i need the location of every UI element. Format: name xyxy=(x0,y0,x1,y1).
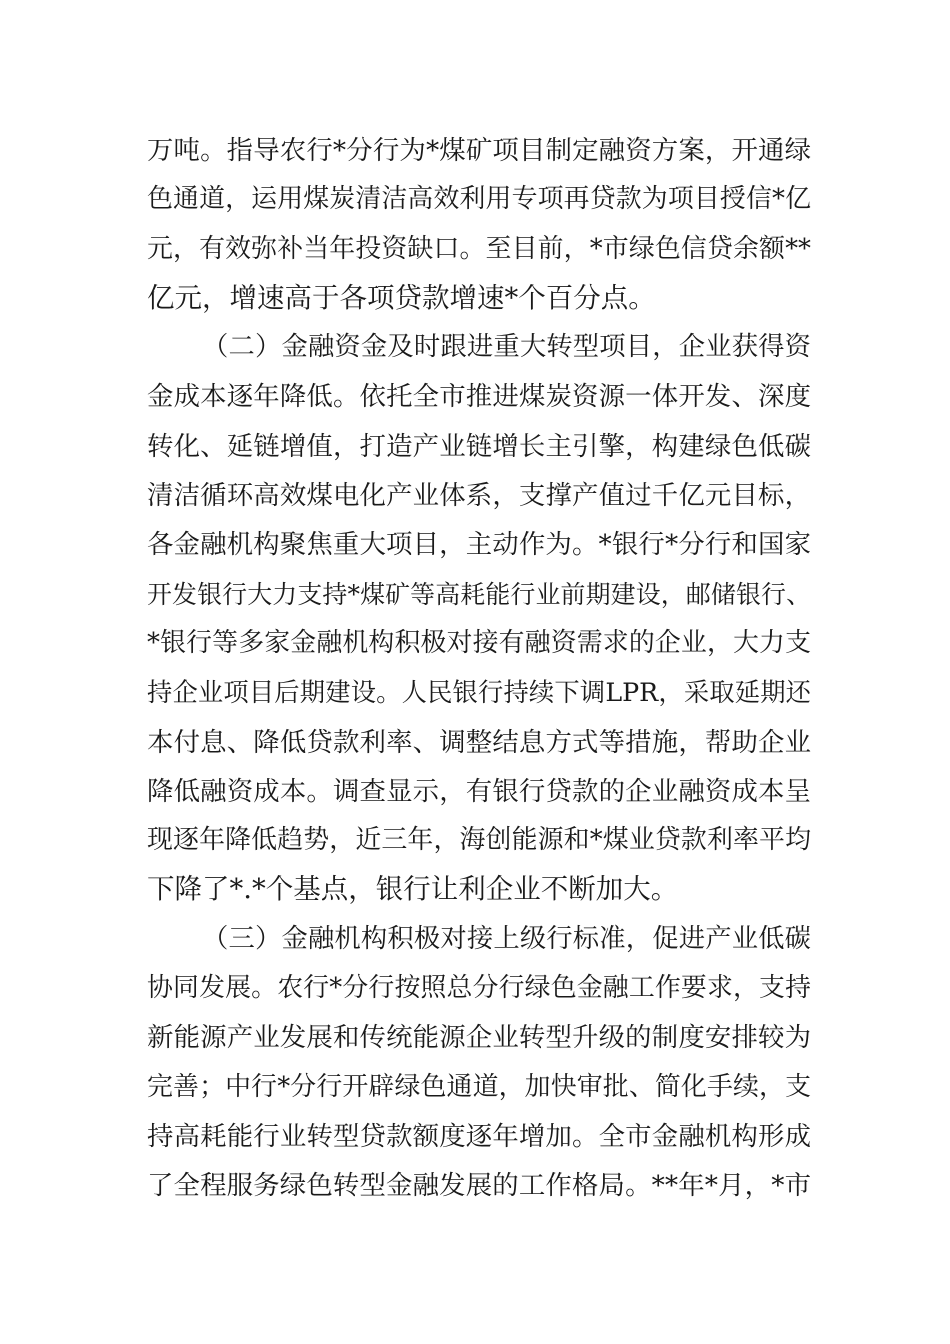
text-line: 色通道，运用煤炭清洁高效利用专项再贷款为项目授信*亿 xyxy=(147,184,811,215)
section-heading-line: （二）金融资金及时跟进重大转型项目，企业获得资 xyxy=(202,332,811,363)
text-line: 开发银行大力支持*煤矿等高耗能行业前期建设，邮储银行、 xyxy=(147,579,811,609)
text-line: 持高耗能行业转型贷款额度逐年增加。全市金融机构形成 xyxy=(147,1120,811,1152)
text-line: 新能源产业发展和传统能源企业转型升级的制度安排较为 xyxy=(147,1022,811,1054)
text-line: *银行等多家金融机构积极对接有融资需求的企业，大力支 xyxy=(147,627,811,658)
section-heading-line: （三）金融机构积极对接上级行标准，促进产业低碳 xyxy=(202,923,811,954)
text-line: 金成本逐年降低。依托全市推进煤炭资源一体开发、深度 xyxy=(147,381,811,413)
text-line: 现逐年降低趋势，近三年，海创能源和*煤业贷款利率平均 xyxy=(147,825,811,856)
text-line: 各金融机构聚焦重大项目，主动作为。*银行*分行和国家 xyxy=(147,529,811,561)
text-line: 降低融资成本。调查显示，有银行贷款的企业融资成本呈 xyxy=(147,775,811,807)
text-line: 了全程服务绿色转型金融发展的工作格局。**年*月，*市 xyxy=(147,1170,811,1202)
text-line: 清洁循环高效煤电化产业体系，支撑产值过千亿元目标， xyxy=(147,480,811,512)
text-line: 本付息、降低贷款利率、调整结息方式等措施，帮助企业 xyxy=(147,726,811,758)
text-line: 万吨。指导农行*分行为*煤矿项目制定融资方案，开通绿 xyxy=(147,135,811,166)
body-text xyxy=(147,126,811,1211)
text-line: 转化、延链增值，打造产业链增长主引擎，构建绿色低碳 xyxy=(147,430,811,462)
text-line: 下降了*.*个基点，银行让利企业不断加大。 xyxy=(147,873,679,906)
text-line: 持企业项目后期建设。人民银行持续下调LPR，采取延期还 xyxy=(147,677,811,708)
text-line: 亿元，增速高于各项贷款增速*个百分点。 xyxy=(147,281,656,314)
text-line: 完善；中行*分行开辟绿色通道，加快审批、简化手续，支 xyxy=(147,1071,811,1102)
text-line: 元，有效弥补当年投资缺口。至目前，*市绿色信贷余额** xyxy=(147,233,811,264)
text-line: 协同发展。农行*分行按照总分行绿色金融工作要求，支持 xyxy=(147,973,811,1004)
